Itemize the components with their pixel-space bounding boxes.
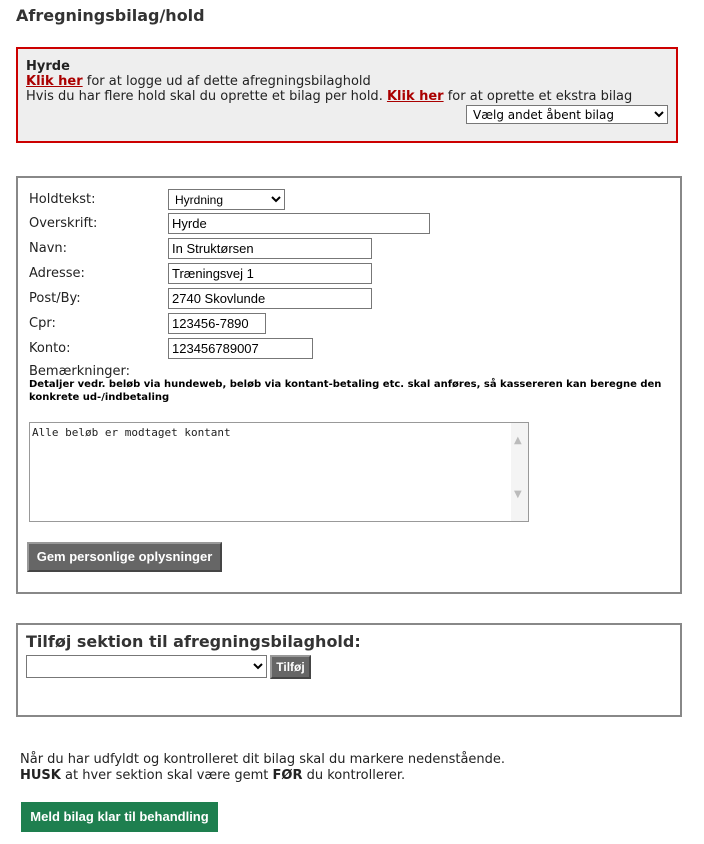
holdtekst-select[interactable] xyxy=(168,189,285,210)
remarks-label: Bemærkninger: xyxy=(29,364,131,379)
logout-link[interactable]: Klik her xyxy=(26,74,83,89)
konto-input[interactable] xyxy=(168,338,313,359)
remarks-scrollbar[interactable] xyxy=(511,423,528,521)
logout-line xyxy=(26,74,668,89)
adresse-label: Adresse: xyxy=(29,266,85,281)
personal-info-form xyxy=(16,176,682,594)
final-instructions xyxy=(20,752,505,784)
other-bilag-select[interactable] xyxy=(466,105,668,124)
holdtekst-label: Holdtekst: xyxy=(29,192,96,207)
postby-input[interactable] xyxy=(168,288,372,309)
add-section-box xyxy=(16,623,682,717)
remarks-help-text: Detaljer vedr. beløb via hundeweb, beløb via kontant-betaling etc. skal anføres, så kassereren kan beregne den konkrete ud-/indbetaling xyxy=(29,379,662,403)
postby-label: Post/By: xyxy=(29,291,81,306)
new-bilag-text-after: for at oprette et ekstra bilag xyxy=(443,89,633,104)
overskrift-input[interactable] xyxy=(168,213,430,234)
overskrift-label: Overskrift: xyxy=(29,216,98,231)
section-select[interactable] xyxy=(26,655,267,678)
navn-label: Navn: xyxy=(29,241,68,256)
hold-name: Hyrde xyxy=(26,59,70,74)
cpr-input[interactable] xyxy=(168,313,266,334)
add-section-title: Tilføj sektion til afregningsbilaghold: xyxy=(26,632,361,651)
konto-label: Konto: xyxy=(29,341,71,356)
husk-end-text: du kontrollerer. xyxy=(302,768,406,783)
new-bilag-text: Hvis du har flere hold skal du oprette et bilag per hold. xyxy=(26,89,387,104)
page-title: Afregningsbilag/hold xyxy=(16,6,205,25)
husk-mid-text: at hver sektion skal være gemt xyxy=(60,768,273,783)
scroll-down-icon[interactable]: ▼ xyxy=(514,489,522,500)
logout-text: for at logge ud af dette afregningsbilaghold xyxy=(82,74,371,89)
husk-text: HUSK xyxy=(20,768,61,783)
final-instructions-line2 xyxy=(20,768,505,784)
save-personal-info-button[interactable]: Gem personlige oplysninger xyxy=(27,542,222,572)
scroll-up-icon[interactable]: ▲ xyxy=(514,435,522,446)
new-bilag-line xyxy=(26,89,668,104)
navn-input[interactable] xyxy=(168,238,372,259)
login-notice-box xyxy=(16,47,678,143)
adresse-input[interactable] xyxy=(168,263,372,284)
final-instructions-line1: Når du har udfyldt og kontrolleret dit bilag skal du markere nedenstående. xyxy=(20,752,506,767)
remarks-textarea[interactable] xyxy=(29,422,529,522)
cpr-label: Cpr: xyxy=(29,316,56,331)
new-bilag-link[interactable]: Klik her xyxy=(386,89,444,104)
add-section-button[interactable]: Tilføj xyxy=(270,655,311,679)
ready-for-processing-button[interactable]: Meld bilag klar til behandling xyxy=(21,802,218,832)
foer-text: FØR xyxy=(272,768,303,783)
